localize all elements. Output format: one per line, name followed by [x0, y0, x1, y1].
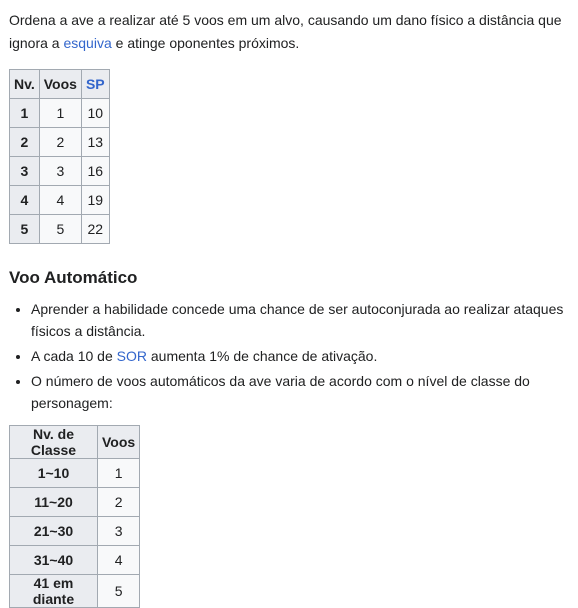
- table-cell: 5: [39, 215, 81, 244]
- table-cell: 2: [98, 488, 140, 517]
- header-voos: Voos: [98, 426, 140, 459]
- table-header-row: [10, 426, 140, 459]
- table-row: [10, 99, 110, 128]
- list-item: [31, 345, 571, 367]
- table-header-row: [10, 70, 110, 99]
- esquiva-link[interactable]: esquiva: [63, 35, 112, 51]
- table-cell: 3: [98, 517, 140, 546]
- row-header-cell: 5: [10, 215, 40, 244]
- bullet-list: [9, 298, 571, 417]
- table-row: [10, 488, 140, 517]
- table-cell: 13: [81, 128, 109, 157]
- table-cell: 3: [39, 157, 81, 186]
- header-sp-link[interactable]: SP: [81, 70, 109, 99]
- list-item: [31, 298, 571, 342]
- table-cell: 4: [98, 546, 140, 575]
- row-header-cell: 31~40: [10, 546, 98, 575]
- table-row: [10, 157, 110, 186]
- row-header-cell: 21~30: [10, 517, 98, 546]
- row-header-cell: 1~10: [10, 459, 98, 488]
- table-row: [10, 215, 110, 244]
- table-row: [10, 128, 110, 157]
- header-nv-classe: Nv. de Classe: [10, 426, 98, 459]
- row-header-cell: 1: [10, 99, 40, 128]
- table-cell: 5: [98, 575, 140, 608]
- header-nv: Nv.: [10, 70, 40, 99]
- intro-text-before: Ordena a ave a realizar até 5 voos em um alvo, causando um dano físico a distância que ignora a: [9, 12, 562, 51]
- table-cell: 4: [39, 186, 81, 215]
- bullet-text: A cada 10 de: [31, 348, 117, 364]
- table-cell: 16: [81, 157, 109, 186]
- table-cell: 10: [81, 99, 109, 128]
- class-level-table: [9, 425, 140, 608]
- row-header-cell: 11~20: [10, 488, 98, 517]
- table-cell: 2: [39, 128, 81, 157]
- skill-level-table: [9, 69, 110, 244]
- table-cell: 22: [81, 215, 109, 244]
- section-title: Voo Automático: [9, 268, 138, 287]
- table-row: [10, 186, 110, 215]
- bullet-text: Aprender a habilidade concede uma chance de ser autoconjurada ao realizar ataques físicos a distância.: [31, 301, 564, 339]
- header-voos: Voos: [39, 70, 81, 99]
- row-header-cell: 3: [10, 157, 40, 186]
- intro-text-after: e atinge oponentes próximos.: [111, 35, 300, 51]
- table-row: [10, 459, 140, 488]
- table-row: [10, 546, 140, 575]
- table-row: [10, 517, 140, 546]
- bullet-text: O número de voos automáticos da ave varia de acordo com o nível de classe do personagem:: [31, 373, 530, 411]
- bullet-text-after: aumenta 1% de chance de ativação.: [146, 348, 378, 364]
- intro-paragraph: [9, 9, 569, 55]
- sor-link[interactable]: SOR: [116, 348, 147, 364]
- table-cell: 1: [39, 99, 81, 128]
- row-header-cell: 41 em diante: [10, 575, 98, 608]
- row-header-cell: 2: [10, 128, 40, 157]
- row-header-cell: 4: [10, 186, 40, 215]
- table-row: [10, 575, 140, 608]
- table-cell: 19: [81, 186, 109, 215]
- table-cell: 1: [98, 459, 140, 488]
- list-item: [31, 370, 571, 414]
